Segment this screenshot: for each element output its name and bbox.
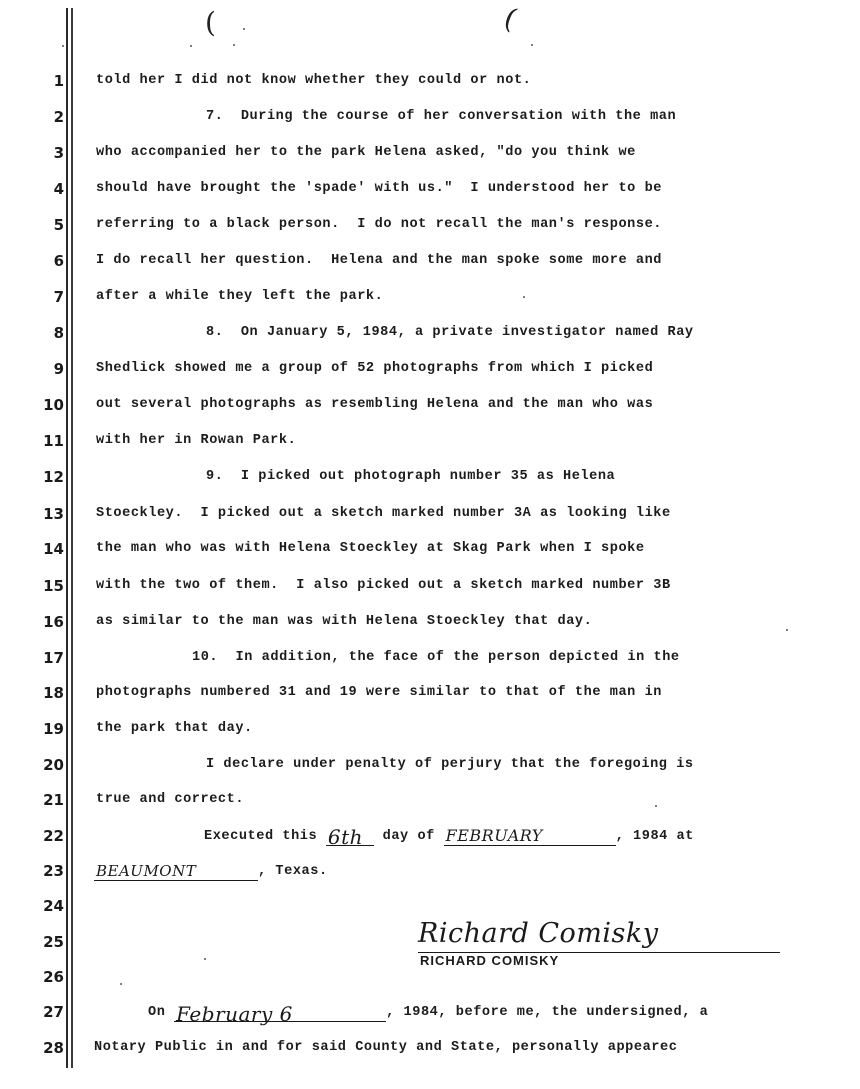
line-number: 2	[53, 108, 64, 126]
scan-speck	[120, 983, 122, 985]
scan-speck	[523, 296, 525, 298]
day-of-label: day of	[382, 829, 435, 844]
line-number: 16	[43, 613, 64, 631]
margin-rule-inner	[71, 8, 73, 1068]
body-line: as similar to the man was with Helena Stoeckley that day.	[96, 614, 593, 629]
body-line: after a while they left the park.	[96, 289, 384, 304]
state-label: , Texas.	[258, 864, 328, 879]
body-line: Shedlick showed me a group of 52 photographs from which I picked	[96, 361, 654, 376]
scan-speck	[531, 44, 533, 46]
body-line: who accompanied her to the park Helena asked, "do you think we	[96, 145, 636, 160]
signer-printed-name: RICHARD COMISKY	[420, 953, 560, 968]
city-field	[94, 862, 258, 881]
year-at-label: , 1984 at	[615, 829, 694, 844]
line-number: 14	[43, 540, 64, 558]
notary-line	[148, 1002, 709, 1026]
city-handwritten: BEAUMONT	[96, 862, 197, 880]
body-line: photographs numbered 31 and 19 were similar to that of the man in	[96, 685, 662, 700]
executed-prefix: Executed this	[204, 829, 318, 844]
notary-date-field	[174, 1002, 386, 1026]
month-field	[444, 827, 616, 846]
line-number: 6	[53, 252, 64, 270]
line-number: 11	[43, 432, 64, 450]
scan-mark-left: (	[205, 6, 216, 39]
line-number: 4	[53, 180, 64, 198]
line-number: 12	[43, 468, 64, 486]
line-number: 23	[43, 862, 64, 880]
line-number: 28	[43, 1039, 64, 1057]
scan-speck	[62, 45, 64, 47]
line-number: 9	[53, 360, 64, 378]
line-number: 24	[43, 897, 64, 915]
notary-date-handwritten: February 6	[176, 1002, 293, 1026]
notary-line-2: Notary Public in and for said County and State, personally appearec	[94, 1040, 678, 1055]
line-number: 20	[43, 756, 64, 774]
notary-on-label: On	[148, 1005, 166, 1020]
line-number: 22	[43, 827, 64, 845]
paragraph-8-start: 8. On January 5, 1984, a private investigator named Ray	[206, 325, 694, 340]
line-number: 25	[43, 933, 64, 951]
perjury-declaration: I declare under penalty of perjury that the foregoing is	[206, 757, 694, 772]
line-number: 3	[53, 144, 64, 162]
notary-line-suffix: , 1984, before me, the undersigned, a	[386, 1005, 709, 1020]
line-number: 1	[53, 72, 64, 90]
paragraph-10-start: 10. In addition, the face of the person depicted in the	[192, 650, 680, 665]
body-line: true and correct.	[96, 792, 245, 807]
body-line: I do recall her question. Helena and the man spoke some more and	[96, 253, 662, 268]
day-handwritten: 6th	[327, 825, 364, 849]
paragraph-7-start: 7. During the course of her conversation with the man	[206, 109, 677, 124]
paragraph-9-start: 9. I picked out photograph number 35 as Helena	[206, 469, 616, 484]
scan-speck	[786, 629, 788, 631]
scan-mark-right: (	[499, 1, 522, 36]
body-line: referring to a black person. I do not recall the man's response.	[96, 217, 662, 232]
line-number: 18	[43, 684, 64, 702]
scan-speck	[190, 45, 192, 47]
execution-line	[204, 825, 694, 849]
day-field	[326, 825, 374, 849]
body-line: the park that day.	[96, 721, 253, 736]
line-number: 8	[53, 324, 64, 342]
line-number: 13	[43, 505, 64, 523]
line-number: 17	[43, 649, 64, 667]
line-number: 15	[43, 577, 64, 595]
scan-speck	[233, 44, 235, 46]
month-handwritten: FEBRUARY	[445, 826, 543, 845]
body-line: told her I did not know whether they could or not.	[96, 73, 532, 88]
location-line	[94, 862, 328, 881]
body-line: with her in Rowan Park.	[96, 433, 297, 448]
scan-speck	[655, 805, 657, 807]
line-number: 19	[43, 720, 64, 738]
line-number: 7	[53, 288, 64, 306]
body-line: Stoeckley. I picked out a sketch marked number 3A as looking like	[96, 506, 671, 521]
scan-speck	[243, 28, 245, 30]
line-number: 26	[43, 968, 64, 986]
line-number: 21	[43, 791, 64, 809]
scan-speck	[204, 958, 206, 960]
line-number: 5	[53, 216, 64, 234]
line-number: 27	[43, 1003, 64, 1021]
body-line: out several photographs as resembling Helena and the man who was	[96, 397, 654, 412]
margin-rule-outer	[66, 8, 68, 1068]
line-number: 10	[43, 396, 64, 414]
body-line: should have brought the 'spade' with us." I understood her to be	[96, 181, 662, 196]
body-line: with the two of them. I also picked out a sketch marked number 3B	[96, 578, 671, 593]
signature-handwritten: Richard Comisky	[418, 918, 659, 949]
body-line: the man who was with Helena Stoeckley at Skag Park when I spoke	[96, 541, 645, 556]
